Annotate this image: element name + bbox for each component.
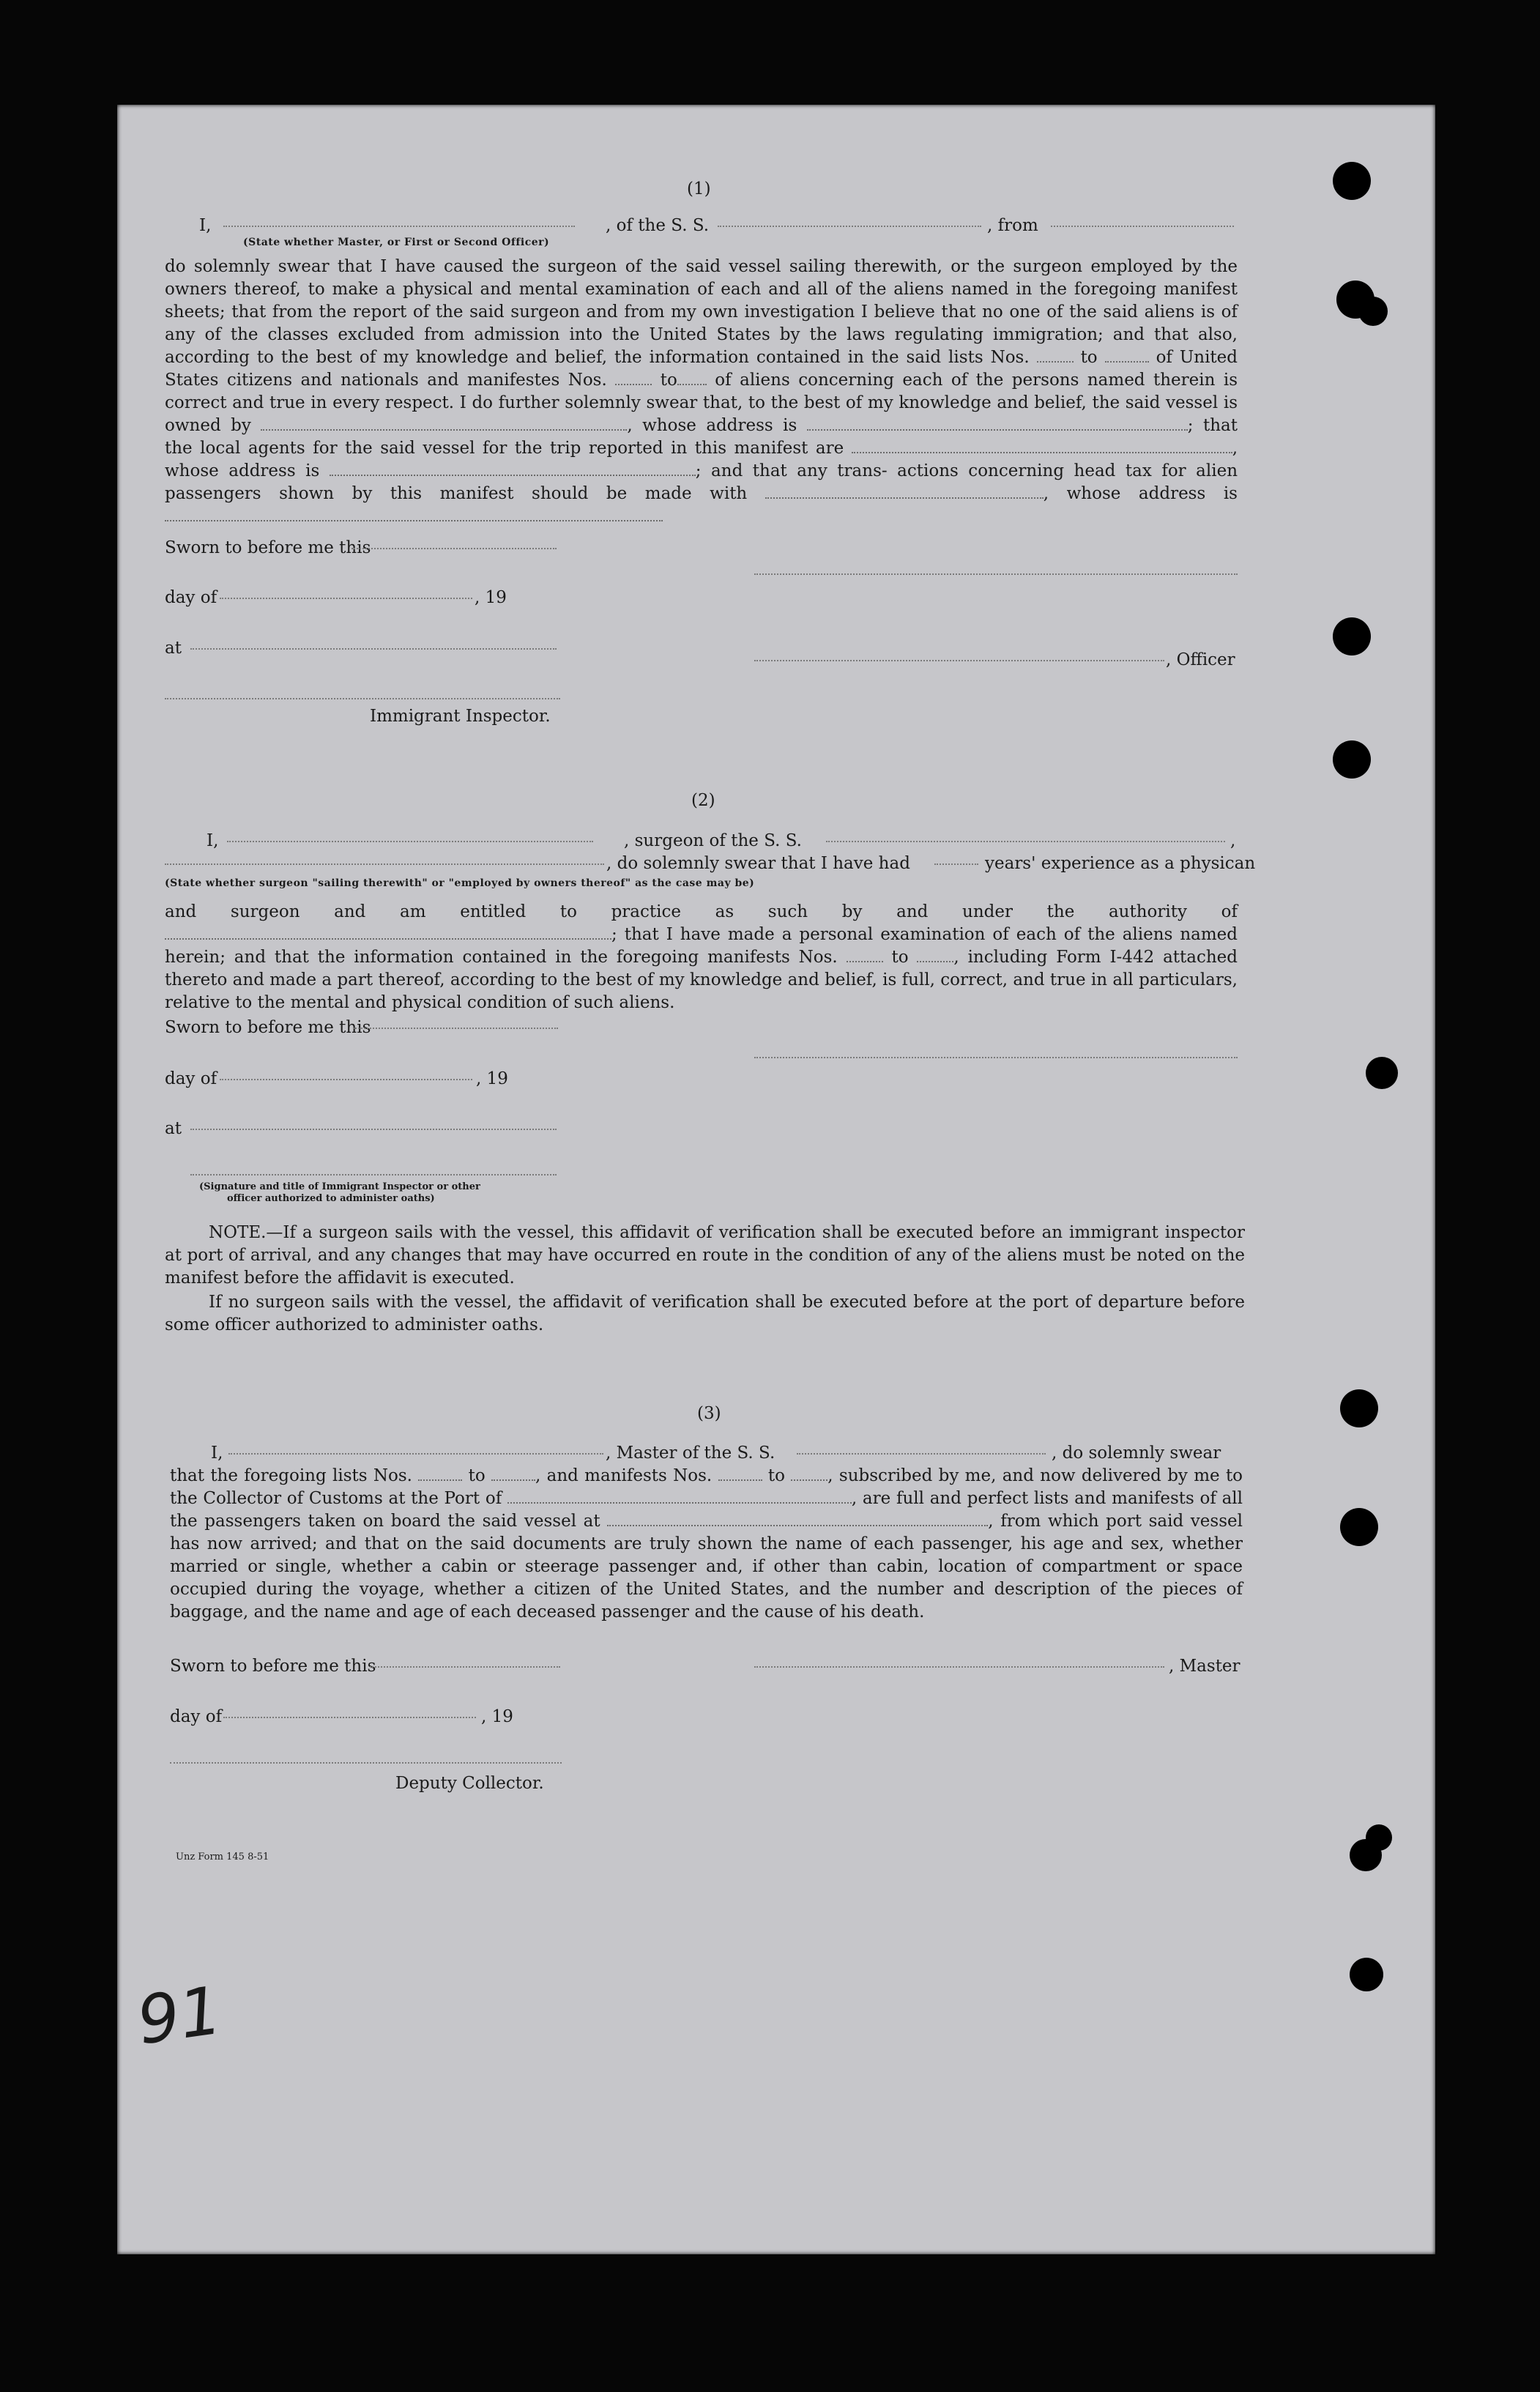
binder-hole [1350, 1958, 1383, 1991]
s1-at-line [190, 648, 557, 650]
s1-year: , 19 [475, 588, 507, 607]
s1-name-line [223, 226, 575, 227]
s2-inspector-line [190, 1174, 557, 1175]
s1-of-ss: , of the S. S. [606, 216, 710, 235]
binder-hole [1333, 162, 1371, 200]
s3-i: I, [211, 1444, 223, 1463]
binder-hole [1333, 740, 1371, 779]
section-1-number: (1) [687, 179, 711, 198]
s1-body: do solemnly swear that I have caused the surgeon of the said vessel sailing therewith, or the surgeon employed by the owners thereof, to make a physical and mental examination of each and all of the aliens named in the foregoing manifest sheets; that from the report of the said surgeon and from my own investigation I believe that no one of the said aliens is of any of the classes excluded from admission into the United States by the laws regulating immigration; and that also, according to the best of my knowledge and belief, the information contained in the said lists Nos. to of United States citizens and nationals and manifestes Nos. to of aliens concerning each of the persons named therein is correct and true in every respect. I do further solemnly swear that, to the best of my knowledge and belief, the said vessel is owned by , whose address is ; that the local agents for the said vessel for the trip reported in this manifest are , whose address is ; and that any trans- actions concerning head tax for alien passengers shown by this manifest should be made with , whose address is [165, 256, 1238, 528]
s3-deputy-line [170, 1762, 562, 1764]
s1-i: I, [199, 216, 212, 235]
form-id: Unz Form 145 8-51 [176, 1851, 269, 1862]
binder-hole [1366, 1824, 1392, 1851]
s2-name-line [227, 841, 593, 842]
s1-ship-line [718, 226, 981, 227]
s2-year: , 19 [476, 1069, 508, 1088]
s1-officer: , Officer [1166, 650, 1235, 669]
s2-do-solemnly: , do solemnly swear that I have had [606, 854, 910, 873]
s2-signature-line [754, 1057, 1238, 1058]
s2-years-line [934, 863, 978, 865]
s3-ship-line [797, 1453, 1046, 1455]
s2-body: and surgeon and am entitled to practice as such by and under the authority of ; that I have made a personal examination of each of the aliens named herein; and that the information contained in the foregoing manifests Nos. to , including Form I-442 attached thereto and made a part thereof, according to the best of my knowledge and belief, is full, correct, and true in all particulars, relative to the mental and physical condition of such aliens. [165, 902, 1238, 1012]
s1-officer-line [754, 660, 1164, 661]
s2-day-line [220, 1079, 472, 1080]
s2-at-line [190, 1129, 557, 1130]
section-2-number: (2) [691, 791, 715, 810]
s2-note-1: NOTE.—If a surgeon sails with the vessel, this affidavit of verification shall be executed before an immigrant inspector at port of arrival, and any changes that may have occurred en route in the condition of any of the aliens must be noted on the manifest before the affidavit is executed. [165, 1223, 1245, 1288]
manifest-sheet [117, 105, 1435, 2254]
s1-signature-line [754, 573, 1238, 575]
s1-sworn: Sworn to before me this [165, 538, 371, 557]
s3-master: , Master [1169, 1657, 1240, 1676]
s2-sail-line [165, 863, 604, 865]
binder-hole [1333, 617, 1371, 655]
s2-note-2: If no surgeon sails with the vessel, the affidavit of verification shall be executed before at the port of departure before some officer authorized to administer oaths. [165, 1293, 1245, 1334]
s2-i: I, [207, 831, 219, 850]
s1-caption: (State whether Master, or First or Second Officer) [243, 237, 550, 248]
s3-do-solemnly: , do solemnly swear [1052, 1444, 1221, 1463]
s2-sworn: Sworn to before me this [165, 1018, 371, 1037]
s2-caption: (State whether surgeon "sailing therewith" or "employed by owners thereof" as the case may be) [165, 877, 755, 889]
s2-sig-caption-2: officer authorized to administer oaths) [227, 1193, 435, 1204]
s3-day-line [223, 1717, 476, 1718]
s1-inspector-line [165, 698, 560, 699]
handwritten-page-number: 91 [133, 1972, 227, 2060]
section-3-number: (3) [697, 1404, 721, 1423]
s3-sworn: Sworn to before me this [170, 1657, 376, 1676]
s2-surgeon-of: , surgeon of the S. S. [624, 831, 802, 850]
s3-sworn-line [370, 1666, 560, 1668]
s1-at: at [165, 639, 182, 658]
s2-at: at [165, 1119, 182, 1138]
s1-sworn-line [351, 548, 557, 549]
s3-master-line [754, 1666, 1164, 1668]
binder-hole [1340, 1508, 1378, 1546]
s1-inspector: Immigrant Inspector. [370, 707, 551, 726]
s3-body: that the foregoing lists Nos. to , and manifests Nos. to , subscribed by me, and now delivered by me to the Collector of Customs at the Port of , are full and perfect lists and manifests of all the passengers taken on board the said vessel at , from which port said vessel has now arrived; and that on the said documents are truly shown the name of each passenger, his age and sex, whether married or single, whether a cabin or steerage passenger and, if other than cabin, location of compartment or space occupied during the voyage, whether a citizen of the United States, and the number and description of the pieces of baggage, and the name and age of each deceased passenger and the cause of his death. [170, 1466, 1243, 1622]
binder-hole [1358, 297, 1388, 326]
s2-day-of: day of [165, 1069, 217, 1088]
s2-comma: , [1230, 831, 1236, 850]
s1-from-line [1051, 226, 1234, 227]
s2-sworn-line [353, 1028, 558, 1029]
s3-master-of: , Master of the S. S. [606, 1444, 775, 1463]
s2-years: years' experience as a physican [985, 854, 1256, 873]
s2-sig-caption-1: (Signature and title of Immigrant Inspector or other [199, 1181, 480, 1192]
binder-hole [1366, 1057, 1398, 1089]
s1-day-of: day of [165, 588, 217, 607]
s3-year: , 19 [481, 1707, 513, 1726]
s3-day-of: day of [170, 1707, 223, 1726]
s1-from: , from [987, 216, 1038, 235]
binder-hole [1340, 1389, 1378, 1427]
s3-name-line [228, 1453, 603, 1455]
s1-day-line [220, 598, 472, 599]
s3-deputy: Deputy Collector. [395, 1774, 544, 1793]
s2-ship-line [826, 841, 1225, 842]
